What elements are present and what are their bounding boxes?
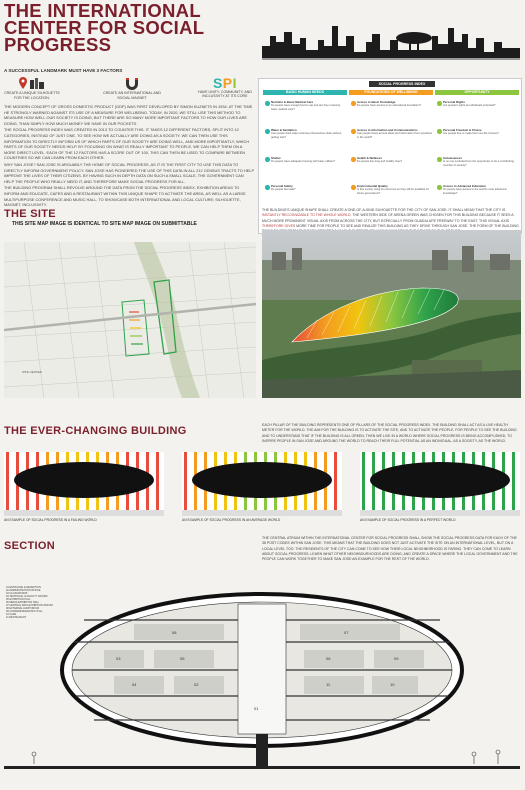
title-line-2: CENTER FOR SOCIAL (4, 17, 205, 38)
factors-subheading: A SUCCESSFUL LANDMARK MUST HAVE 3 FACTORS (4, 68, 123, 73)
site-map-note: THIS SITE MAP IMAGE IS IDENTICAL TO SITE MAP IMAGE ON SUBMITTABLE (12, 221, 197, 227)
spi-item: Access to Information and Communications Can people freely access ideas and information from anywhere in the world? (357, 129, 433, 139)
location-pin-icon (17, 76, 47, 90)
site-heading: THE SITE (4, 208, 56, 220)
svg-text:07: 07 (344, 630, 349, 635)
intro-paragraph: WHY SAN JOSE? SAN JOSE IS ARGUABLY THE HOME OF SOCIAL PROGRESS, AS IT IS THE FIRST CITY TO USE THIS DATA TO DIRECTLY INFORM GOVERNMENT POLICY. SAN JOSE HAS PIONEERED THE USE OF THIS DATA IN ALL 212 CENSUS TRACTS TO HELP IMPROVE THE LIVES OF THEIR CITIZENS. BY HAVING SUCH IN DEPTH DATA ON SUCH A SMALL SCALE, THE GOVERNMENT CAN HELP THE PEOPLE WHO REALLY NEED IT, AND THEREFORE MAKE SOCIAL PROGRESS FOR ALL. (4, 161, 254, 184)
spi-item: Health & Wellness Do people live long and healthy lives? (357, 157, 433, 164)
factor-label: CREATE AN INTERNATIONAL AND SOCIAL MAGNET (103, 91, 161, 100)
elevation-drawing (4, 452, 164, 516)
intro-text (4, 104, 254, 209)
svg-text:04: 04 (132, 682, 137, 687)
spi-item: Access to Advanced Education Do people have access to the world's most advanced knowledge? (443, 185, 519, 195)
health-icon (351, 157, 356, 162)
spi-logo (194, 76, 256, 90)
legend-item: 02 ADMINISTRATION OFFICE (6, 589, 41, 592)
skyline-illustration (262, 6, 520, 62)
elevation-drawing (360, 452, 520, 516)
section-description: THE CENTRAL ATRIUM WITHIN THE INTERNATIONAL CENTER FOR SOCIAL PROGRESS SHALL SHOW THE SOCIAL PROGRESS DATA FOR EACH OF THE 38 POST CODES WITHIN SAN JOSE. THIS MEANS THAT THE BUILDING DOES NOT JUST ACTIVATE THE SITE ON AN INTERNATIONAL LEVEL, BUT ON A LOCAL LEVEL TOO. THE RESIDENTS OF THE CITY CAN COME TO SEE HOW THEIR LOCAL NEIGHBORHOOD IS FARING. THEY CAN COME TO LEARN ABOUT SOCIAL PROGRESS, LEARN WHAT OTHER NEIGHBOURHOODS ARE DOING, AND CREATE A SPACE WHERE THE LOCAL GOVERNMENT AND THE PEOPLE CAN WORK TOGETHER TO MAKE SAN JOSE AN EXAMPLE FOR THE REST OF THE WORLD. (262, 536, 518, 562)
legend-item: 11 RESTAURANT (6, 616, 27, 619)
spi-item: Shelter Do people have adequate housing with basic utilities? (271, 157, 347, 164)
spi-item: Environmental Quality Is this society using its resources so they will be available for future generations? (357, 185, 433, 195)
shelter-icon (265, 157, 270, 162)
building-elevation-perfect (360, 452, 520, 516)
site-text-highlight: INSTANTLY RECOGNIZABLE TO THE WHOLE WORLD (262, 213, 351, 218)
spi-logo-s: S (212, 75, 223, 91)
environment-icon (351, 185, 356, 190)
spi-item: Personal Safety Do people feel safe? (271, 185, 347, 192)
factor-label: CREATE A UNIQUE SILHOUETTE FOR THE LOCATION. (4, 91, 60, 100)
spi-column-basic-needs: BASIC HUMAN NEEDS (263, 90, 347, 95)
legend-item: 10 CAFE (6, 613, 17, 616)
page-title (4, 2, 254, 53)
knowledge-icon (351, 101, 356, 106)
title-line-3: PROGRESS (4, 34, 112, 55)
building-heading: THE EVER-CHANGING BUILDING (4, 425, 187, 437)
spi-column-foundations: FOUNDATIONS OF WELLBEING (349, 90, 433, 95)
building-elevation-average (182, 452, 342, 516)
caption-average: AN EXAMPLE OF SOCIAL PROGRESS IN AN AVERAGE WORLD (182, 518, 281, 522)
caption-failing: AN EXAMPLE OF SOCIAL PROGRESS IN A FAILING WORLD (4, 518, 97, 522)
spi-item: Water & Sanitation Can people drink water and keep themselves clean without getting sick? (271, 129, 347, 139)
communications-icon (351, 129, 356, 134)
svg-text:10: 10 (390, 682, 395, 687)
section-heading: SECTION (4, 540, 55, 552)
freedom-icon (437, 129, 442, 134)
building-elevation-failing (4, 452, 164, 516)
section-legend (6, 586, 53, 619)
legend-item: 06 MEDIA EXHIBITION HALL (6, 601, 40, 604)
site-text-highlight: THEREFORE GIVES (262, 223, 296, 228)
factor-inclusivity (194, 76, 256, 99)
elevation-drawing (182, 452, 342, 516)
svg-text:06: 06 (326, 656, 331, 661)
spi-logo-p: P (222, 75, 233, 91)
nutrition-icon (265, 101, 270, 106)
legend-item: 04 TECHNICAL & FACILITY ROOMS (6, 595, 48, 598)
intro-paragraph: THE SOCIAL PROGRESS INDEX WAS CREATED IN 2013 TO COUNTER THIS. IT TAKES 12 DIFFERENT FACTORS, SPLIT INTO 12 CATEGORIES, INSTEAD OF JUST ONE, TO SEE HOW WE ACTUALLY ARE DOING AS A SOCIETY. WE CAN THEN USE THIS INFORMATION TO DIRECTLY INFORM US OF WHICH PARTS OF OUR SOCIETY ARE DOING WELL, AND MORE IMPORTANTLY, WHICH PARTS OF OUR SOCIETY NEEDS HELP. BY FOCUSING ON WHAT IS REALLY IMPORTANT TO PEOPLE, WE CAN HELP THEM ON A MORE DIRECT LEVEL. EACH OF THE 12 FACTORS HAS A SCORE OUT OF 100, THIS CAN THEN BE USED TO COMPARE BETWEEN COUNTRIES SO WE CAN LEARN FROM EACH OTHER. (4, 127, 250, 161)
legend-item: 01 ENTRANCE & RECEPTION (6, 586, 41, 589)
spi-item: Access to Basic Knowledge Do people have access to an educational foundation? (357, 101, 433, 108)
svg-text:03: 03 (116, 656, 121, 661)
site-text: . THE WESTERN SIDE OF ARENA GREEN WAS CHOSEN FOR THIS BUILDING BECAUSE IT SEES A MUCH MORE PROMINENT VISUAL AXIS FROM ACROSS THE CITY, BUT ESPECIALLY FROM GUADALUPE FREEWAY TO THE EAST. THIS VISUAL AXIS (262, 213, 514, 223)
map-label: SITE CENTER (22, 370, 42, 374)
svg-text:09: 09 (394, 656, 399, 661)
building-section-drawing (4, 580, 520, 785)
legend-item: 03 CLOAKROOMS (6, 592, 28, 595)
spi-item: Personal Freedom & Choice Are people free to make their own life choices? (443, 129, 519, 136)
legend-item: 09 CONFERENCE/MUSIC HALL (6, 610, 43, 613)
caption-perfect: AN EXAMPLE OF SOCIAL PROGRESS IN A PERFECT WORLD (360, 518, 456, 522)
aerial-render-image (262, 230, 521, 398)
safety-icon (265, 185, 270, 190)
title-line-1: THE INTERNATIONAL (4, 0, 201, 21)
svg-text:01: 01 (254, 706, 259, 711)
spi-item: Personal Rights Are people's rights as individuals protected? (443, 101, 519, 108)
magnet-icon (123, 76, 141, 90)
spi-column-opportunity: OPPORTUNITY (435, 90, 519, 95)
factor-label: HAVE UNITY, COMMUNITY, AND INCLUSIVITY AT ITS CORE (198, 90, 252, 99)
spi-title: SOCIAL PROGRESS INDEX (369, 81, 435, 87)
rights-icon (437, 101, 442, 106)
site-map (4, 242, 256, 398)
factor-silhouette (4, 76, 60, 100)
svg-text:02: 02 (194, 682, 199, 687)
inclusiveness-icon (437, 157, 442, 162)
building-description: EACH PILLAR OF THE BUILDING REPRESENTS ONE OF PILLARS OF THE SOCIAL PROGRESS INDEX. THE BUILDING SHALL ACT AS A LIVE HEALTH METER FOR THE WORLD. THE AIM FOR THE BUILDING IS TO ACTIVATE THE SITE, AND TO ACTIVATE THE PEOPLE. FOR PEOPLE TO SEE THE BUILDING AND TO UNDERSTAND THAT IF THE BUILDING IS ALL GREEN, THEN WE LIVE IN A WORLD WHERE SOCIAL PROGRESS IS BEING ACCOMPLISHED, TO INSPIRE PEOPLE IN SAN JOSE AND AROUND THE WORLD TO REACH THEIR FULL POTENTIAL AS AN INDIVIDUAL, AS A SOCIETY, AS THE WORLD. (262, 423, 517, 443)
spi-logo-i: I (232, 75, 238, 91)
legend-item: 05 EXHIBITION HALL (6, 598, 31, 601)
spi-item: Inclusiveness Is no one excluded from the opportunity to be a contributing member of society? (443, 157, 519, 167)
water-icon (265, 129, 270, 134)
svg-text:05: 05 (180, 656, 185, 661)
legend-item: 07 CENTRAL DATA EXHIBITION ATRIUM (6, 604, 53, 607)
legend-item: 08 EXTERNAL AUDITORIUM (6, 607, 39, 610)
site-aerial-render (262, 230, 521, 398)
intro-paragraph: THE MODERN CONCEPT OF GROSS DOMESTIC PRODUCT (GDP) WAS FIRST DEVELOPED BY SIMON KUZNETS IN 1934. AT THE TIME HE STRONGLY WARNED AGAINST ITS USE OF A MEASURE FOR WELLBEING. TODAY, IN 2020, WE STILL USE THIS METHOD TO MEASURE HOW WELL OUR SOCIETY IS DOING, BUT THERE ARE SO MANY MORE IMPORTANT FACTORS TO HOW OUR LIVES ARE DOING, THAN SIMPLY HOW MUCH MONEY WE HAVE IN OUR POCKETS. (4, 104, 253, 126)
svg-text:11: 11 (326, 682, 331, 687)
site-text: MORE TIME FOR PEOPLE TO SEE AND REALIZE THIS BUILDING AS THEY DRIVE THROUGH SAN JOSE. THE FORM OF THE BUILDING (296, 223, 519, 228)
factor-magnet (102, 76, 162, 100)
site-text: THE BUILDING'S UNIQUE SHAPE SHALL CREATE A ONE-OF-A-KIND SILHOUETTE FOR THE CITY OF SAN JOSE. IT SHALL MEAN THAT THE CITY IS (262, 208, 506, 212)
section-drawing (4, 580, 520, 785)
education-icon (437, 185, 442, 190)
intro-paragraph: THE BUILDING PROGRAM SHALL REVOLVE AROUND THE DATA FROM THE SOCIAL PROGRESS INDEX, EXHIBITION AREAS TO INFORM AND EDUCATE, CAFES AND A RESTAURANT WITHIN THIS UNIQUE SHAPE TO ACTIVATE THE AREA, AS WELL AS A LARGE MULTIPURPOSE CONFERENCE AND MUSIC HALL, TO SHOWCASE BOTH INTERNATIONAL AND LOCAL CULTURE; SILHOUETTE, MAGNET, INCLUSIVITY. (4, 185, 246, 208)
spi-item: Nutrition & Basic Medical Care Do people have enough food to eat and are they receiving basic medical care? (271, 101, 347, 111)
svg-text:08: 08 (172, 630, 177, 635)
site-map-drawing (4, 242, 256, 398)
